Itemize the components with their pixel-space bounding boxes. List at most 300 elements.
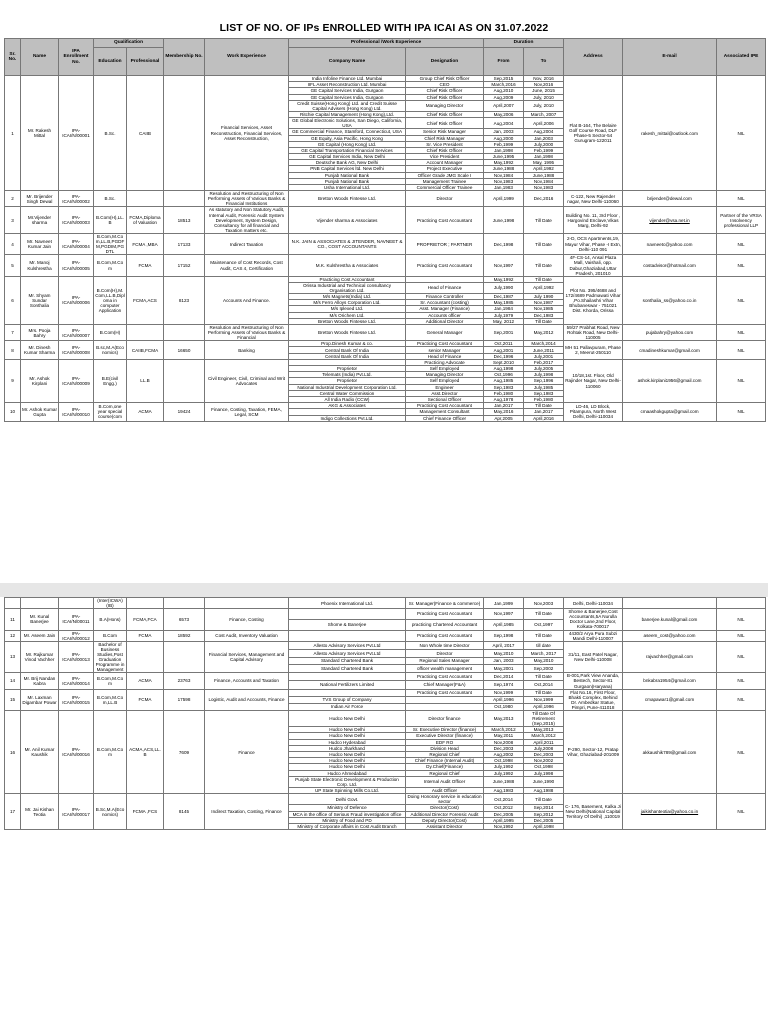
cell-sr: 9: [5, 359, 21, 402]
cell-education: B.Com,M.Com,LL.B,PGDFM,PGDIM,PGDTL: [94, 233, 127, 254]
cell-from: Dec,1998: [484, 233, 524, 254]
cell-company: IIFL Asset Reconstruction Ltd. Mumbai: [289, 82, 406, 88]
cell-company: Hudco New Delhi: [289, 758, 406, 764]
cell-ipa-no: IPA-ICAI/N/00016: [59, 710, 94, 793]
cell-to: July, 2010: [524, 94, 564, 100]
cell-to: March, 2007: [524, 111, 564, 117]
cell-to: Sep,1983: [524, 390, 564, 396]
cell-associated-ipe: NIL: [717, 794, 766, 830]
cell-education: B.Com(H),LL.B: [94, 207, 127, 233]
cell-from: Jan,2017: [484, 403, 524, 409]
cell-designation: Asst.Director: [406, 390, 484, 396]
cell-company: GE Capital Services India, Gurgaon: [289, 94, 406, 100]
cell-associated-ipe: NIL: [717, 233, 766, 254]
cell-name: Mr. Anil Kumar Kaushik: [21, 710, 59, 793]
cell-to: Nov, 2016: [524, 76, 564, 82]
cell-associated-ipe: NIL: [717, 710, 766, 793]
cell-company: M/s Magnets(India) Ltd.: [289, 294, 406, 300]
cell-associated-ipe: NIL: [717, 630, 766, 641]
table-row: [5, 630, 766, 641]
cell-associated-ipe: [717, 598, 766, 609]
cell-designation: [406, 703, 484, 710]
cell-designation: Commercial Officer Trainee: [406, 185, 484, 191]
cell-company: Hudco New Delhi: [289, 764, 406, 770]
cell-designation: Chief Risk Officer: [406, 94, 484, 100]
cell-ipa-no: IPA-ICAI/N/00006: [59, 276, 94, 324]
cell-designation: Chief Manager(F&A): [406, 681, 484, 689]
cell-company: Bretton Woods Fintesse Ltd.: [289, 191, 406, 207]
cell-from: May,1992: [484, 160, 524, 166]
cell-from: Jan, 2003: [484, 657, 524, 665]
cell-company: [289, 689, 406, 696]
cell-to: Dec,2005: [524, 817, 564, 823]
cell-education: B.Sc,M.A(Economics): [94, 794, 127, 830]
document-title: LIST OF NO. OF IPs ENROLLED WITH IPA ICAI AS ON 31.07.2022: [219, 22, 549, 34]
cell-from: Nov,1992: [484, 823, 524, 829]
cell-company: Standard Chartered Bank: [289, 657, 406, 665]
cell-ipa-no: IPA-ICAI/N/00011: [59, 609, 94, 630]
cell-membership: [164, 325, 205, 341]
cell-from: Aug,2000: [484, 135, 524, 141]
cell-email: jaikishanteotia@yahoo.co.in: [623, 794, 717, 830]
cell-company: Ministry of Food and PD: [289, 817, 406, 823]
cell-professional: FCMA,Diploma of Valuation: [127, 207, 164, 233]
cell-from: Sep,2015: [484, 76, 524, 82]
cell-professional: [127, 325, 164, 341]
cell-company: Phoenix International Ltd.: [289, 598, 406, 609]
cell-sr: 11: [5, 609, 21, 630]
cell-from: Jan, 2003: [484, 129, 524, 135]
cell-email: sonthalia_ss@yahoo.co.in: [623, 276, 717, 324]
cell-designation: Audit Officer: [406, 787, 484, 793]
cell-associated-ipe: NIL: [717, 641, 766, 673]
cell-email: [623, 598, 717, 609]
cell-professional: FCMA,ACS: [127, 276, 164, 324]
cell-to: June, 2015: [524, 88, 564, 94]
cell-work-experience: Financial Services, Asset Reconstruction, Financial Services, Asset Reconstruction,: [205, 76, 289, 191]
cell-designation: Assistant Director: [406, 823, 484, 829]
cell-membership: [164, 359, 205, 402]
cell-to: July,1998: [524, 770, 564, 776]
header-professional: Professional: [127, 48, 164, 76]
cell-sr: 6: [5, 276, 21, 324]
cell-work-experience: Resolution and Restructuring of Non Performing Assets of Various Banks & Financial: [205, 325, 289, 341]
cell-to: Till Date: [524, 794, 564, 805]
cell-company: Central Water Commission: [289, 390, 406, 396]
cell-education: Bachelor of Business Studies,Post Graduation Programme in Management: [94, 641, 127, 673]
cell-to: July,1998: [524, 372, 564, 378]
cell-company: Usha International Ltd.: [289, 185, 406, 191]
cell-name: Mr. Navneet Kumar Jain: [21, 233, 59, 254]
cell-sr: [5, 598, 21, 609]
cell-sr: 15: [5, 689, 21, 710]
cell-from: Sept.2010: [484, 359, 524, 365]
header-email: E-mail: [623, 39, 717, 76]
cell-from: Sep,2001: [484, 325, 524, 341]
cell-associated-ipe: NIL: [717, 689, 766, 710]
cell-ipa-no: [59, 598, 94, 609]
cell-designation: Managing Director: [406, 372, 484, 378]
cell-education: B.Com: [94, 630, 127, 641]
cell-ipa-no: IPA-ICAI/N/00005: [59, 255, 94, 276]
cell-to: Sep,2002: [524, 665, 564, 673]
cell-to: May, 1995: [524, 160, 564, 166]
cell-name: Mr. Dinesh Kumar Sharma: [21, 341, 59, 360]
cell-professional: FCMA ,MBA: [127, 233, 164, 254]
cell-to: July,2005: [524, 366, 564, 372]
cell-to: Nov,1999: [524, 696, 564, 703]
cell-company: Hudco New Delhi: [289, 727, 406, 733]
cell-address: Flat B-164, The Belaire Golf Course Road, DLF Phase-5 Sector-54 Gurugram-122011: [564, 76, 623, 191]
cell-company: M/s Orichem Ltd.: [289, 312, 406, 318]
cell-ipa-no: IPA-ICAI/N/00009: [59, 359, 94, 402]
cell-email: vijender@vsa.net.in: [623, 207, 717, 233]
cell-to: Till Date: [524, 233, 564, 254]
cell-membership: 18513: [164, 207, 205, 233]
cell-education: B.Com(H),M.Com,LL.B,Diploma in computer Application: [94, 276, 127, 324]
cell-work-experience: Banking: [205, 341, 289, 360]
cell-designation: Practicing Cost Accountant: [406, 255, 484, 276]
table-row: [5, 641, 766, 649]
cell-membership: 8123: [164, 276, 205, 324]
header-membership: Membership No.: [164, 39, 205, 76]
cell-to: Till Date: [524, 276, 564, 282]
cell-sr: 10: [5, 403, 21, 422]
cell-email: rajvachher@gmail.com: [623, 641, 717, 673]
cell-designation: Practicing Cost Accountant: [406, 341, 484, 347]
cell-education: B.E(civil Engg.): [94, 359, 127, 402]
cell-from: April,1995: [484, 817, 524, 823]
cell-professional: FCMA: [127, 255, 164, 276]
cell-address: Shome & Banerjee,Cost Accountants,5A Nurulla Doctor Lane,2nd Floor, Kolkata-700017: [564, 609, 623, 630]
table-body-page-2: [5, 598, 766, 830]
cell-company: National Industrial Development Corporation Ltd.: [289, 384, 406, 390]
cell-designation: Sr. Vice President: [406, 141, 484, 147]
cell-address: Flat No.16, First Floor, Bhakti Complex, Behind Dr. Ambedkar Statue, Pimpri, Pune-411018: [564, 689, 623, 710]
cell-company: [289, 609, 406, 620]
cell-company: Orissa Industrial and Technical consultancy Organisation Ltd.: [289, 282, 406, 293]
cell-company: GE Capital Services India, New Delhi: [289, 154, 406, 160]
cell-from: Nov,1997: [484, 255, 524, 276]
cell-address: 10/18,1st. Floor, Old Rajinder Nagar, New Delhi-110060: [564, 359, 623, 402]
cell-ipa-no: IPA-ICAI/N/00010: [59, 403, 94, 422]
cell-address: MH 51 Pallavpuram, Phase 2, Meerut-250110: [564, 341, 623, 360]
cell-name: Mr. Manoj Kulshrestha: [21, 255, 59, 276]
cell-company: Hudco New Delhi: [289, 752, 406, 758]
cell-from: Oct,1998: [484, 758, 524, 764]
cell-company: Punjab National Bank: [289, 178, 406, 184]
cell-name: Mr. Ashok Kumar Gupta: [21, 403, 59, 422]
cell-company: Allesto Advisory Services Pvt.Ltd: [289, 641, 406, 649]
cell-membership: 6573: [164, 609, 205, 630]
cell-to: Till Date: [524, 318, 564, 324]
cell-name: Mrs. Pooja Bahry: [21, 325, 59, 341]
cell-company: Punjab State Electronic Development & Production Corp. Ltd.: [289, 776, 406, 787]
cell-designation: Management Trainee: [406, 178, 484, 184]
cell-work-experience: Cost Audit, Inventory Valuation: [205, 630, 289, 641]
cell-from: Nov,1999: [484, 689, 524, 696]
cell-membership: [164, 191, 205, 207]
header-company: Company Name: [289, 48, 406, 76]
cell-address: 2-D, OCS Apartments,19, Mayur Vihar, Phase -I Extn, Delhi-110 091: [564, 233, 623, 254]
page-separator: [0, 583, 768, 597]
cell-company: Bretton Woods Fintesse Ltd.: [289, 318, 406, 324]
cell-from: Feb,1980: [484, 390, 524, 396]
cell-from: June,1998: [484, 207, 524, 233]
cell-designation: Chief Finance Officer: [406, 415, 484, 421]
cell-sr: 3: [5, 207, 21, 233]
cell-professional: ACMA: [127, 403, 164, 422]
cell-to: Till Date: [524, 630, 564, 641]
cell-address: P-290, Sector-12, Pratap Vihar, Ghaziabad-201009: [564, 710, 623, 793]
cell-from: July,1992: [484, 764, 524, 770]
cell-company: Standard Chartered Bank: [289, 665, 406, 673]
cell-to: April,1996: [524, 703, 564, 710]
cell-associated-ipe: NIL: [717, 76, 766, 191]
cell-to: Feb,2017: [524, 359, 564, 365]
cell-to: May,2013: [524, 727, 564, 733]
table-row: [5, 710, 766, 726]
cell-to: May,2012: [524, 325, 564, 341]
cell-name: Mr. Kunal Banerjee: [21, 609, 59, 630]
cell-company: National Fertilizers Limited: [289, 681, 406, 689]
cell-from: May, 2012: [484, 318, 524, 324]
table-row: [5, 794, 766, 805]
cell-sr: 5: [5, 255, 21, 276]
cell-work-experience: Indirect Taxation: [205, 233, 289, 254]
cell-education: B.Com(H): [94, 325, 127, 341]
cell-designation: [406, 696, 484, 703]
cell-from: Nov,1997: [484, 609, 524, 620]
cell-from: May,2001: [484, 665, 524, 673]
cell-education: B.Com,M.Com: [94, 673, 127, 689]
cell-company: Hudco Ahmedabad: [289, 770, 406, 776]
cell-to: Nov,1985: [524, 306, 564, 312]
cell-from: Dec,2003: [484, 745, 524, 751]
cell-membership: 18592: [164, 630, 205, 641]
cell-work-experience: Finance: [205, 710, 289, 793]
cell-to: Oct,2014: [524, 681, 564, 689]
cell-to: Dec,1983: [524, 312, 564, 318]
cell-professional: CAIIB: [127, 76, 164, 191]
header-associated-ipe: Associated IPE: [717, 39, 766, 76]
cell-education: B.Com,one year special course(com: [94, 403, 127, 422]
cell-designation: Additional Director Forensic Audit: [406, 811, 484, 817]
cell-company: PNB Capital Services ltd. New Delhi: [289, 166, 406, 172]
cell-company: TVS Group of Company: [289, 696, 406, 703]
cell-name: Mr. Ashok Kirplani: [21, 359, 59, 402]
cell-designation: Vice President: [406, 154, 484, 160]
cell-designation: practicing Chartered Accountant: [406, 619, 484, 630]
cell-designation: Director(Cost): [406, 805, 484, 811]
cell-professional: FCMA,FCA: [127, 609, 164, 630]
cell-from: Jan,1983: [484, 185, 524, 191]
cell-company: Delhi Govt.: [289, 794, 406, 805]
cell-ipa-no: IPA-ICAI/N/00001: [59, 76, 94, 191]
cell-company: Deutsche Bank AG, New Delhi: [289, 160, 406, 166]
cell-education: B.Com,M.Com: [94, 710, 127, 793]
cell-designation: Head of Finance: [406, 282, 484, 293]
cell-from: May,1985: [484, 300, 524, 306]
table-row: [5, 191, 766, 207]
cell-from: Oct,2012: [484, 805, 524, 811]
cell-from: Jan,1999: [484, 598, 524, 609]
cell-company: Ritchie Capital Management (Hong Kong),Ltd.: [289, 111, 406, 117]
cell-work-experience: [205, 598, 289, 609]
cell-to: April,2016: [524, 415, 564, 421]
cell-email: banerjee.kunal@gmail.com: [623, 609, 717, 630]
cell-designation: Internal Audit Officer: [406, 776, 484, 787]
cell-to: April,1998: [524, 823, 564, 829]
cell-sr: 12: [5, 630, 21, 641]
cell-education: B.A(Hons): [94, 609, 127, 630]
cell-from: Dec,1996: [484, 353, 524, 359]
cell-company: Hudco New Delhi: [289, 733, 406, 739]
cell-from: April,1999: [484, 191, 524, 207]
cell-email: navneetc@yahoo.com: [623, 233, 717, 254]
cell-designation: Sectional Officer: [406, 396, 484, 402]
cell-to: till date: [524, 641, 564, 649]
cell-company: Hudco Hyderabad: [289, 739, 406, 745]
cell-sr: 1: [5, 76, 21, 191]
cell-company: Ministry of Corporate affairs in Cost Audit Branch: [289, 823, 406, 829]
cell-company: [289, 673, 406, 681]
cell-name: Mr. Laxman Digambar Powar: [21, 689, 59, 710]
cell-designation: Chief Risk Officer: [406, 118, 484, 129]
cell-from: Aug,2009: [484, 94, 524, 100]
cell-ipa-no: IPA-ICAI/N/00015: [59, 689, 94, 710]
cell-membership: [164, 76, 205, 191]
cell-work-experience: Finance, Accounts and Taxation: [205, 673, 289, 689]
cell-company: India Infoline Finance Ltd. Mumbai: [289, 76, 406, 82]
cell-from: Aug,2010: [484, 88, 524, 94]
cell-to: March,2012: [524, 733, 564, 739]
cell-designation: Practicing Cost Accountant: [406, 689, 484, 696]
cell-designation: Senior Risk Manager: [406, 129, 484, 135]
cell-to: Nov,2016: [524, 82, 564, 88]
cell-from: Sep,1998: [484, 630, 524, 641]
table-row: [5, 598, 766, 609]
cell-company: Vijender sharma & Associates: [289, 207, 406, 233]
cell-membership: 16650: [164, 341, 205, 360]
cell-from: June,1995: [484, 154, 524, 160]
cell-designation: Management Consultant: [406, 409, 484, 415]
cell-company: Central Bank Of India: [289, 353, 406, 359]
cell-company: Hudco New Delhi: [289, 710, 406, 726]
header-sr: Sr. No.: [5, 39, 21, 76]
cell-to: Oct,1998: [524, 764, 564, 770]
cell-to: July,2008: [524, 745, 564, 751]
cell-designation: Practicing Cost Accountant: [406, 630, 484, 641]
header-work-exp: Work Experience: [205, 39, 289, 76]
cell-address: 4430/2 Arya Pura Subzi Mandi Delhi-110007: [564, 630, 623, 641]
cell-ipa-no: IPA-ICAI/N/00002: [59, 191, 94, 207]
cell-company: MCA in the office of Serious Fraud investigation office: [289, 811, 406, 817]
cell-email: pujabahry@yahoo.com: [623, 325, 717, 341]
cell-designation: Head of Finance: [406, 353, 484, 359]
cell-from: Sep,1983: [484, 384, 524, 390]
cell-designation: Sr. Executive Director (finance): [406, 727, 484, 733]
cell-company: GE Capital (Hong Kong) Ltd.: [289, 141, 406, 147]
cell-company: Prop.Dinesh Kumar & co.: [289, 341, 406, 347]
cell-designation: Division Head: [406, 745, 484, 751]
cell-sr: 14: [5, 673, 21, 689]
cell-professional: FCMA ,FCS: [127, 794, 164, 830]
cell-designation: Account Manager: [406, 160, 484, 166]
cell-from: Apr,2005: [484, 415, 524, 421]
cell-professional: [127, 598, 164, 609]
cell-from: April,1985: [484, 619, 524, 630]
cell-from: Aug,1985: [484, 378, 524, 384]
cell-designation: Group Chief Risk Officer: [406, 76, 484, 82]
cell-designation: Regional Chief: [406, 770, 484, 776]
cell-from: Aug,1983: [484, 787, 524, 793]
cell-professional: [127, 641, 164, 673]
cell-to: Sep,2012: [524, 811, 564, 817]
cell-from: April,1996: [484, 696, 524, 703]
cell-email: cmadineshkumar@gmail.com: [623, 341, 717, 360]
cell-address: Plot No. 395/4688 and 172/4689 Padmawati Vihar ,Po.Shailashri Vihar Bhubaneswar - 751021 Dist. Khorda, Orissa: [564, 276, 623, 324]
cell-company: Credit Suisse(Hong Kong) Ltd. and Credit Suisse Capital Advisers (Hong Kong) Ltd.: [289, 100, 406, 111]
cell-from: July,1990: [484, 282, 524, 293]
cell-work-experience: Logistic, Audit and Accounts, Finance: [205, 689, 289, 710]
cell-membership: [164, 598, 205, 609]
cell-company: UP State Spinning Mills Co.Ltd.: [289, 787, 406, 793]
cell-ipa-no: IPA-ICAI/N/00017: [59, 794, 94, 830]
header-address: Address: [564, 39, 623, 76]
cell-name: [21, 598, 59, 609]
cell-to: Till Date: [524, 207, 564, 233]
cell-designation: Practicing Cost Accountant: [406, 207, 484, 233]
ip-table-page-2: [4, 597, 766, 830]
cell-from: May,1992: [484, 276, 524, 282]
cell-education: B.Sc.: [94, 76, 127, 191]
cell-company: AKG & Associates: [289, 403, 406, 409]
table-row: [5, 673, 766, 681]
cell-to: Feb,1999: [524, 147, 564, 153]
cell-to: Nov,2002: [524, 758, 564, 764]
cell-email: cmaashokgupta@gmail.com: [623, 403, 717, 422]
cell-to: Till Date Of Retirement (Sep,2015): [524, 710, 564, 726]
cell-to: Nov,1987: [524, 300, 564, 306]
header-qualification: Qualification: [94, 39, 164, 48]
cell-designation: CEO: [406, 82, 484, 88]
cell-work-experience: Civil Engineer, Civil, Criminal and Writ Advocates: [205, 359, 289, 402]
cell-sr: 17: [5, 794, 21, 830]
cell-company: [289, 630, 406, 641]
cell-sr: 2: [5, 191, 21, 207]
cell-associated-ipe: NIL: [717, 191, 766, 207]
cell-company: N.K. JAIN & ASSOCIATES & JITENDER, NAVNEET & CO., COST ACCOUNTANTS: [289, 233, 406, 254]
cell-name: Mr. Brij Nandan Kabra: [21, 673, 59, 689]
cell-designation: Chief Risk Manager: [406, 135, 484, 141]
header-duration: Duration: [484, 39, 564, 48]
cell-to: May,2010: [524, 657, 564, 665]
cell-sr: 13: [5, 641, 21, 673]
cell-membership: [164, 641, 205, 673]
cell-designation: Deputy Director(Cost): [406, 817, 484, 823]
cell-company: Hudco Jharkhand: [289, 745, 406, 751]
cell-to: Till Date: [524, 673, 564, 681]
cell-membership: 7609: [164, 710, 205, 793]
header-designation: Designation: [406, 48, 484, 76]
cell-company: Practicing Cost Accountant: [289, 276, 406, 282]
cell-associated-ipe: NIL: [717, 276, 766, 324]
cell-from: Jan,1984: [484, 306, 524, 312]
cell-to: Till Date: [524, 689, 564, 696]
cell-to: July,1985: [524, 384, 564, 390]
cell-from: Aug,1978: [484, 396, 524, 402]
